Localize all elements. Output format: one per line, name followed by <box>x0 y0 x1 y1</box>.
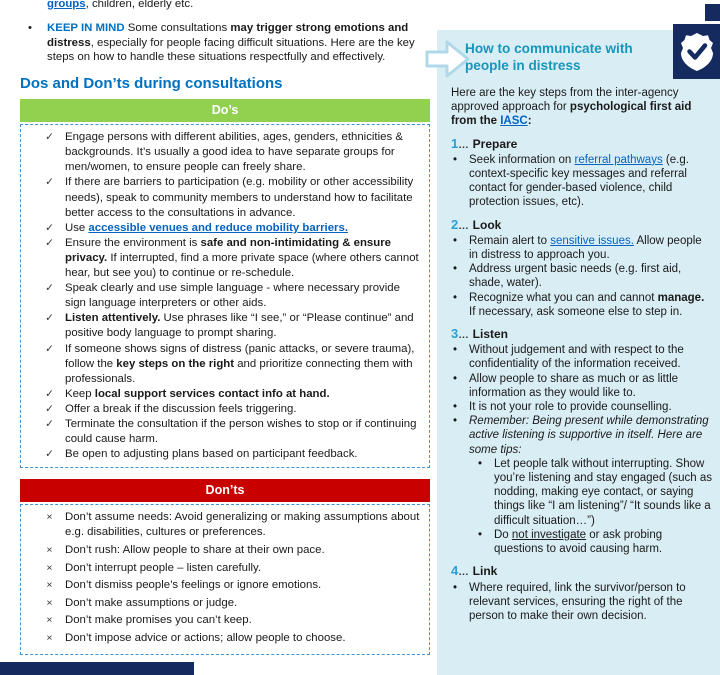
dos-item <box>21 342 426 387</box>
panel-block <box>451 343 713 371</box>
dos-header-bar <box>20 99 430 122</box>
dos-header-label: Do’s <box>211 103 239 118</box>
donts-item-text <box>65 631 426 646</box>
text-segment: Remain alert to <box>469 234 551 247</box>
text-segment: , especially for people facing difficult situations. Here are the key steps on how to handle these situations respectfully and effectively. <box>47 36 415 64</box>
dos-box <box>20 124 430 468</box>
dos-item-text <box>65 130 426 175</box>
inline-link[interactable]: groups <box>47 0 86 10</box>
text-segment: Let people talk without interrupting. Show you’re listening and stay engaged (such as nodding, making eye contact, or saying things like “I am listening”/ “It sounds like a difficult situation…”) <box>494 457 713 527</box>
text-segment: Listen <box>472 327 508 342</box>
panel-block <box>451 528 713 556</box>
donts-item-text <box>65 543 426 558</box>
text-segment: … <box>458 566 473 579</box>
text-segment: Seek information on <box>469 153 575 166</box>
text-segment: Address urgent basic needs (e.g. first aid, shade, water). <box>469 263 682 290</box>
text-segment: Recognize what you can and cannot <box>469 291 658 304</box>
text-segment: Listen attentively. <box>65 312 161 325</box>
panel-block <box>451 262 713 290</box>
text-segment: Use phrases like “I see,” or “Please continue” and positive body language to prompt sharing. <box>65 312 414 340</box>
cross-icon: × <box>46 596 53 609</box>
section-title: Dos and Don’ts during consultations <box>20 75 283 93</box>
bullet-marker: • <box>453 581 458 594</box>
panel-block-text <box>451 218 713 233</box>
check-icon: ✓ <box>45 448 54 461</box>
intro-item <box>20 0 430 12</box>
text-segment: Don’t dismiss people’s feelings or ignore emotions. <box>65 579 322 592</box>
text-segment: may trigger strong emotions and distress <box>47 21 409 49</box>
bullet-marker: • <box>453 153 458 166</box>
donts-item-text <box>65 510 426 540</box>
donts-item-text <box>65 596 426 611</box>
panel-title: How to communicate with people in distress <box>465 41 633 73</box>
donts-header-label: Don’ts <box>205 483 245 498</box>
text-segment: , children, elderly etc. <box>85 0 194 10</box>
text-segment: Ensure the environment is <box>65 236 201 249</box>
dos-item-text <box>65 342 426 387</box>
dos-item-text <box>65 417 426 447</box>
dos-item <box>21 417 426 447</box>
text-segment: Some consultations <box>124 21 231 34</box>
panel-block-text <box>494 528 713 556</box>
check-icon: ✓ <box>45 176 54 189</box>
text-segment: Don’t assume needs: Avoid generalizing or making assumptions about e.g. disabilities, cultures or preferences. <box>65 511 420 539</box>
text-segment: : <box>527 115 532 128</box>
text-segment: Allow people in distress to approach you. <box>469 234 702 262</box>
donts-item-text <box>65 561 426 576</box>
donts-item <box>21 596 426 611</box>
bullet-marker: • <box>478 528 483 541</box>
text-segment: Do <box>494 528 512 541</box>
text-segment: Don’t rush: Allow people to share at their own pace. <box>65 543 325 556</box>
panel-block <box>451 400 713 414</box>
cross-icon: × <box>46 614 53 627</box>
dos-item <box>21 447 426 462</box>
bullet-marker: • <box>453 344 458 357</box>
panel-block <box>451 414 713 457</box>
intro-text <box>47 0 430 12</box>
text-segment: Offer a break if the discussion feels triggering. <box>65 402 297 415</box>
donts-item <box>21 613 426 628</box>
text-segment: … <box>458 219 473 232</box>
check-icon: ✓ <box>45 236 54 249</box>
text-segment: (e.g. context-specific key messages and referral contact for gender-based violence, child protection issues, etc). <box>469 153 689 209</box>
text-segment: KEEP IN MIND <box>47 21 125 34</box>
panel-block-text <box>451 564 713 579</box>
bullet-marker: • <box>28 21 32 34</box>
dos-item-text <box>65 311 426 341</box>
text-segment: 1 <box>451 135 459 151</box>
check-icon: ✓ <box>45 342 54 355</box>
text-segment: Don’t interrupt people – listen carefully. <box>65 561 262 574</box>
donts-header-bar <box>20 479 430 502</box>
cross-icon: × <box>46 579 53 592</box>
distress-panel <box>437 30 720 675</box>
text-segment: Link <box>472 564 498 579</box>
cut-icon-fragment <box>705 4 720 21</box>
text-segment: If interrupted, find a more private space (where others cannot hear, but see you) to continue or re-schedule. <box>65 251 419 280</box>
dos-item <box>21 130 426 175</box>
text-segment: Allow people to share as much or as little information as they would like to. <box>469 372 679 399</box>
panel-block-text <box>469 414 713 457</box>
panel-block-text <box>469 400 713 414</box>
panel-block-text <box>469 343 713 371</box>
panel-block-text <box>451 327 713 342</box>
text-segment: Prepare <box>472 136 518 151</box>
text-segment: Remember: Being present while demonstrating active listening is supportive in itself. Here are some tips: <box>469 415 709 456</box>
bullet-marker: • <box>453 263 458 276</box>
cross-icon: × <box>46 631 53 644</box>
text-segment: Without judgement and with respect to the confidentiality of the information received. <box>469 344 684 371</box>
text-segment: Look <box>472 217 502 232</box>
donts-item <box>21 631 426 646</box>
donts-item <box>21 543 426 558</box>
panel-block <box>451 581 713 624</box>
panel-block <box>451 234 713 262</box>
panel-block-text <box>469 153 713 210</box>
text-segment: or ask probing questions to avoid causing harm. <box>494 528 663 556</box>
inline-link[interactable]: referral pathways <box>574 153 663 166</box>
cross-icon: × <box>46 511 53 524</box>
text-segment: psychological first aid from the <box>451 101 692 128</box>
panel-block-text <box>494 457 713 528</box>
text-segment: local support services contact info at hand. <box>94 387 330 400</box>
dos-item-text <box>65 175 426 220</box>
check-icon: ✓ <box>45 402 54 415</box>
cross-icon: × <box>46 561 53 574</box>
text-segment: Don’t make assumptions or judge. <box>65 596 238 609</box>
dos-item <box>21 281 426 311</box>
inline-link[interactable]: IASC <box>500 115 528 128</box>
check-icon: ✓ <box>45 417 54 430</box>
left-column <box>20 0 430 655</box>
donts-item-text <box>65 578 426 593</box>
dos-item <box>21 387 426 402</box>
panel-steps <box>437 137 720 624</box>
text-segment: 3 <box>451 326 459 342</box>
check-icon: ✓ <box>45 221 54 234</box>
text-segment: Where required, link the survivor/person to relevant services, ensuring the right of the person to make their own decision. <box>469 581 686 622</box>
panel-block-text <box>469 234 713 262</box>
text-segment: Terminate the consultation if the person wishes to stop or if continuing could cause harm. <box>65 417 417 446</box>
text-segment: safe and non-intimidating & ensure privacy. <box>65 236 391 264</box>
text-segment: If there are barriers to participation (e.g. mobility or other accessibility needs), speak to community members to understand how to facilitate better access to the consultations in advance. <box>65 176 414 219</box>
text-segment: Don’t make promises you can’t keep. <box>65 614 252 627</box>
dos-item-text <box>65 387 426 402</box>
bullet-marker: • <box>453 401 458 414</box>
text-segment: Here are the key steps from the inter-agency approved approach for <box>451 87 679 114</box>
panel-block <box>451 327 713 342</box>
bullet-marker: • <box>453 234 458 247</box>
bullet-marker: • <box>478 457 483 470</box>
cross-icon: × <box>46 543 53 556</box>
panel-block <box>451 457 713 528</box>
check-icon: ✓ <box>45 387 54 400</box>
check-icon: ✓ <box>45 282 54 295</box>
panel-block-text <box>469 372 713 400</box>
text-segment: key steps on the right <box>116 357 235 370</box>
text-segment: and prioritize connecting them with professionals. <box>65 357 413 385</box>
bullet-marker <box>28 0 47 12</box>
text-segment: Use <box>65 221 89 234</box>
text-segment: If necessary, ask someone else to step in. <box>469 305 683 318</box>
panel-intro <box>451 86 710 129</box>
shield-check-icon <box>673 24 720 79</box>
bullet-marker: • <box>453 415 458 428</box>
check-icon: ✓ <box>45 131 54 144</box>
panel-block <box>451 218 713 233</box>
text-segment: Be open to adjusting plans based on participant feedback. <box>65 448 358 461</box>
dos-item <box>21 236 426 281</box>
dos-item-text <box>65 447 426 462</box>
text-segment: Keep <box>65 387 95 400</box>
text-segment: Engage persons with different abilities, ages, genders, ethnicities & backgrounds. It’s usually a good idea to have separate groups for men/women, to ensure people can freely share. <box>65 131 403 174</box>
dos-item-text <box>65 281 426 311</box>
arrow-right-icon <box>425 39 471 79</box>
text-segment: manage. <box>657 291 705 304</box>
donts-item <box>21 561 426 576</box>
panel-block <box>451 137 713 152</box>
donts-item <box>21 510 426 540</box>
dos-item <box>21 221 426 236</box>
panel-block-text <box>469 262 713 290</box>
text-segment: … <box>458 329 473 342</box>
footer-tab <box>0 662 194 675</box>
panel-block-text <box>469 581 713 624</box>
dos-item <box>21 175 426 220</box>
donts-item-text <box>65 613 426 628</box>
dos-item-text <box>65 402 426 417</box>
panel-block <box>451 564 713 579</box>
panel-block-text <box>451 137 713 152</box>
text-segment: Don’t impose advice or actions; allow people to choose. <box>65 631 346 644</box>
text-segment: 4 <box>451 563 459 579</box>
text-segment: It is not your role to provide counselling. <box>469 401 672 414</box>
inline-link[interactable]: sensitive issues. <box>550 234 634 247</box>
text-segment: … <box>458 138 473 151</box>
text-segment: 2 <box>451 216 459 232</box>
bullet-marker: • <box>453 291 458 304</box>
text-segment: If someone shows signs of distress (panic attacks, or severe trauma), follow the <box>65 342 415 370</box>
panel-block <box>451 153 713 210</box>
check-icon: ✓ <box>45 312 54 325</box>
bullet-marker: • <box>453 372 458 385</box>
dos-item-text <box>65 236 426 281</box>
dos-item-text <box>65 221 426 236</box>
dos-item <box>21 311 426 341</box>
inline-link[interactable]: accessible venues and reduce mobility barriers. <box>88 221 348 234</box>
donts-box <box>20 504 430 654</box>
panel-block <box>451 372 713 400</box>
intro-text <box>47 21 430 65</box>
panel-block-text <box>469 291 713 319</box>
dos-item <box>21 402 426 417</box>
text-segment: Speak clearly and use simple language - where necessary provide sign language interpreters or other aids. <box>65 282 400 310</box>
intro-list <box>20 0 430 65</box>
text-segment: not investigate <box>511 528 587 541</box>
donts-item <box>21 578 426 593</box>
intro-item <box>20 21 430 65</box>
panel-block <box>451 291 713 319</box>
